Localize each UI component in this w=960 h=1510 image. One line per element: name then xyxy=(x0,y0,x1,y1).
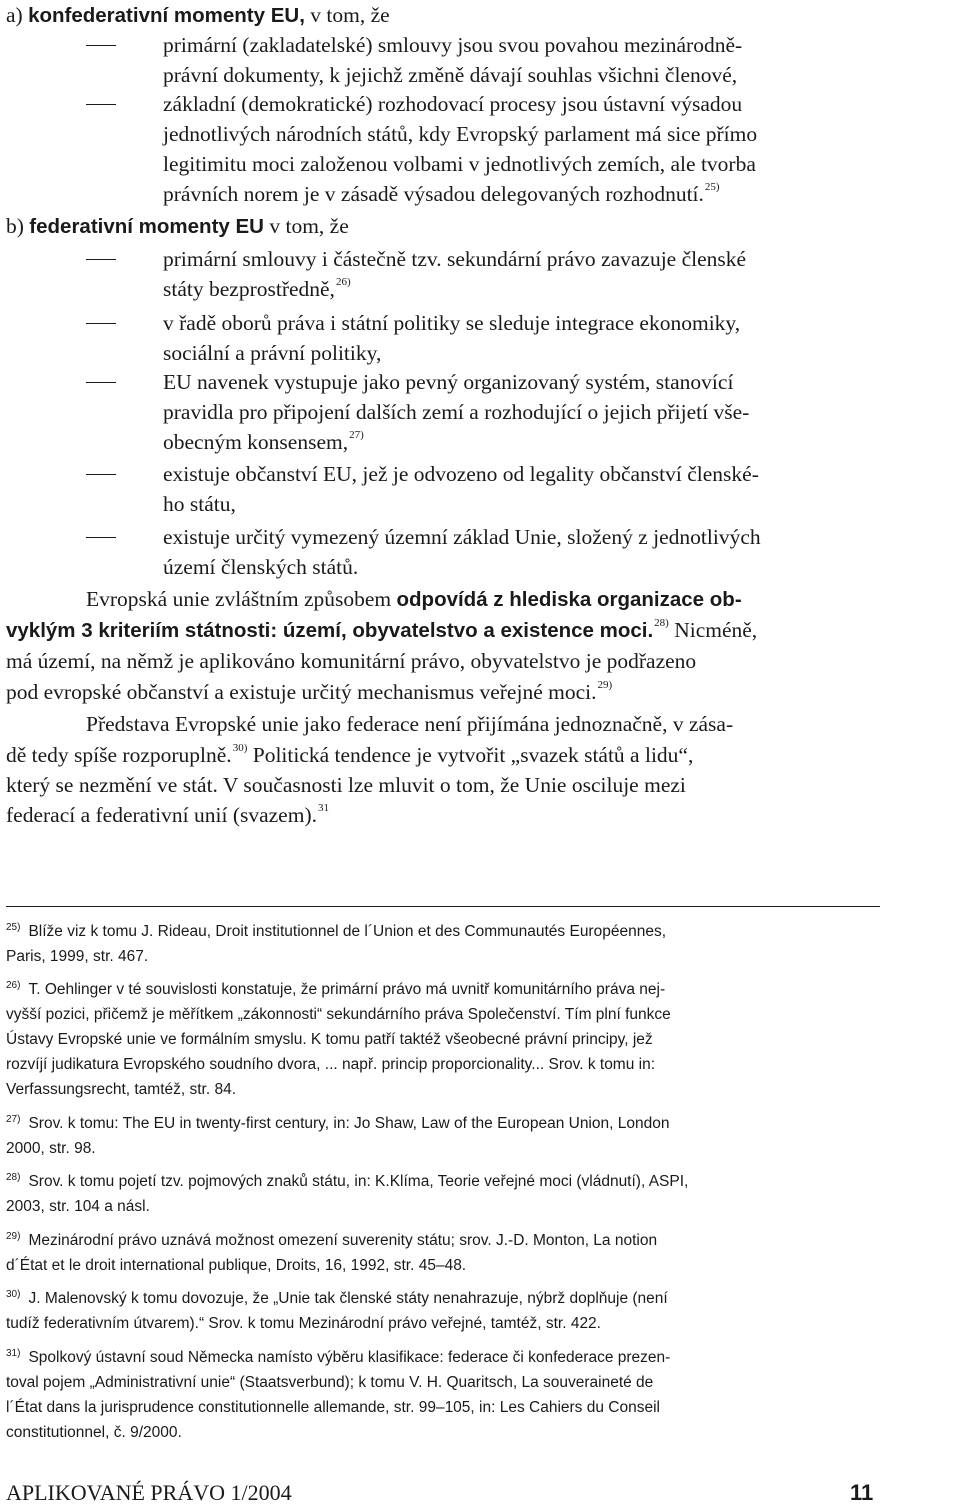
list-item-line: existuje určitý vymezený územní základ Unie, složený z jednotlivých xyxy=(163,525,761,549)
footnote-separator xyxy=(6,906,880,907)
list-item-line: právní dokumenty, k jejichž změně dávají souhlas všichni členové, xyxy=(163,63,738,87)
paragraph-line: který se nezmění ve stát. V současnosti lze mluvit o tom, že Unie osciluje mezi xyxy=(6,773,686,797)
list-item-line: sociální a právní politiky, xyxy=(163,341,382,365)
list-dash xyxy=(86,382,116,383)
footnote-line: Paris, 1999, str. 467. xyxy=(6,948,149,965)
paragraph-line: federací a federativní unií (svazem).$^{31}$ xyxy=(6,802,329,827)
footnote-number: 27) xyxy=(6,1114,21,1125)
list-dash xyxy=(86,323,116,324)
list-item-line: základní (demokratické) rozhodovací procesy jsou ústavní výsadou xyxy=(163,92,743,116)
footnote-line: $^{25)}$ Blíže viz k tomu J. Rideau, Droit institutionnel de l´Union et des Communautés Européennes, xyxy=(6,922,666,940)
paragraph-line: pod evropské občanství a existuje určitý mechanismus veřejné moci.$^{29)}$ xyxy=(6,679,613,704)
list-dash xyxy=(86,45,116,46)
footnote-line: d´État et le droit international publique, Droits, 16, 1992, str. 45–48. xyxy=(6,1257,467,1274)
section-a-title: konfederativní momenty EU, xyxy=(28,4,305,27)
footnote-line: tudíž federativním útvarem).“ Srov. k tomu Mezinárodní právo veřejné, tamtéž, str. 422. xyxy=(6,1315,601,1332)
footnote-line: $^{31)}$ Spolkový ústavní soud Německa namísto výběru klasifikace: federace či konfederace prezen- xyxy=(6,1348,671,1366)
list-item-line: pravidla pro připojení dalších zemí a rozhodující o jejich přijetí vše- xyxy=(163,400,750,424)
list-item-line: státy bezprostředně,$^{26)}$ xyxy=(163,276,351,301)
list-item-line: území členských států. xyxy=(163,555,359,579)
footnote-ref: 28) xyxy=(654,617,669,629)
footnote-ref: 25) xyxy=(704,181,720,193)
footnote-line: rozvíjí judikatura Evropského soudního dvora, ... např. princip proporcionality... Srov. k tomu in: xyxy=(6,1056,656,1073)
paragraph-line: dě tedy spíše rozporuplně.$^{30)}$ Politická tendence je vytvořit „svazek států a lidu“, xyxy=(6,742,694,767)
list-item-line: existuje občanství EU, jež je odvozeno od legality občanství členské- xyxy=(163,462,759,486)
footnote-line: constitutionnel, č. 9/2000. xyxy=(6,1424,182,1441)
footnote-ref: 30) xyxy=(232,742,248,754)
footnote-line: $^{30)}$ J. Malenovský k tomu dovozuje, že „Unie tak členské státy nenahrazuje, nýbrž doplňuje (není xyxy=(6,1289,668,1307)
footnote-number: 25) xyxy=(6,922,21,933)
footnote-ref: 26) xyxy=(335,276,351,288)
footnote-number: 30) xyxy=(6,1289,21,1300)
footnote-line: 2000, str. 98. xyxy=(6,1140,96,1157)
list-item-line: legitimitu moci založenou volbami v jednotlivých zemích, ale tvorba xyxy=(163,152,756,176)
footnote-number: 29) xyxy=(6,1231,21,1242)
list-dash xyxy=(86,259,116,260)
footnote-line: $^{28)}$ Srov. k tomu pojetí tzv. pojmových znaků státu, in: K.Klíma, Teorie veřejné moci (vládnutí), ASPI, xyxy=(6,1172,689,1190)
paragraph-line: Představa Evropské unie jako federace není přijímána jednoznačně, v zása- xyxy=(86,712,734,736)
list-item-line: ho státu, xyxy=(163,492,236,516)
footnote-number: 31) xyxy=(6,1348,21,1359)
section-b-heading: b) federativní momenty EU v tom, že xyxy=(6,214,349,238)
list-item-line: primární smlouvy i částečně tzv. sekundární právo zavazuje členské xyxy=(163,247,747,271)
list-item-line: EU navenek vystupuje jako pevný organizovaný systém, stanovící xyxy=(163,370,734,394)
footnote-ref: 27) xyxy=(349,429,364,441)
footnote-line: toval pojem „Administrativní unie“ (Staatsverbund); k tomu V. H. Quaritsch, La souveraineté de xyxy=(6,1374,654,1391)
page-number: 11 xyxy=(850,1480,874,1505)
footnote-ref: 29) xyxy=(597,679,613,691)
footnote-line: Ústavy Evropské unie ve formálním smyslu. K tomu patří taktéž všeobecné právní principy, jež xyxy=(6,1031,653,1048)
footnote-line: $^{29)}$ Mezinárodní právo uznává možnost omezení suverenity státu; srov. J.-D. Monton, La notion xyxy=(6,1231,658,1249)
footnote-line: l´État dans la jurisprudence constitutionnelle allemande, str. 99–105, in: Les Cahiers du Conseil xyxy=(6,1399,660,1416)
list-dash xyxy=(86,474,116,475)
footnote-line: Verfassungsrecht, tamtéž, str. 84. xyxy=(6,1081,237,1098)
list-dash xyxy=(86,537,116,538)
list-item-line: jednotlivých národních států, kdy Evropský parlament má sice přímo xyxy=(163,122,758,146)
list-dash xyxy=(86,104,116,105)
section-b-title: federativní momenty EU xyxy=(29,215,264,238)
footnote-line: vyšší pozici, přičemž je měřítkem „zákonnosti“ sekundárního práva Společenství. Tím plní funkce xyxy=(6,1006,671,1023)
emphasis-text: odpovídá z hlediska organizace ob- xyxy=(396,588,742,611)
list-item-line: právních norem je v zásadě výsadou delegovaných rozhodnutí.$^{25)}$ xyxy=(163,181,720,206)
emphasis-text: vyklým 3 kriteriím státnosti: území, obyvatelstvo a existence moci. xyxy=(6,619,654,642)
section-a-heading: a) konfederativní momenty EU, v tom, že xyxy=(6,3,390,27)
paragraph-line: má území, na němž je aplikováno komunitární právo, obyvatelstvo je podřazeno xyxy=(6,649,697,673)
list-item-line: v řadě oborů práva i státní politiky se sleduje integrace ekonomiky, xyxy=(163,311,741,335)
paragraph-line: Evropská unie zvláštním způsobem odpovídá z hlediska organizace ob- xyxy=(86,587,742,611)
list-item-line: primární (zakladatelské) smlouvy jsou svou povahou mezinárodně- xyxy=(163,33,743,57)
paragraph-line: vyklým 3 kriteriím státnosti: území, obyvatelstvo a existence moci.$^{28)}$ Nicméně, xyxy=(6,617,758,642)
footnote-number: 26) xyxy=(6,980,21,991)
footnote-ref: 31 xyxy=(317,802,329,814)
footnote-line: $^{27)}$ Srov. k tomu: The EU in twenty-first century, in: Jo Shaw, Law of the European Union, London xyxy=(6,1114,670,1132)
footnote-number: 28) xyxy=(6,1172,21,1183)
journal-name: APLIKOVANÉ PRÁVO 1/2004 xyxy=(6,1480,292,1505)
footnote-line: 2003, str. 104 a násl. xyxy=(6,1198,150,1215)
list-item-line: obecným konsensem,$^{27)}$ xyxy=(163,429,364,454)
footnote-line: $^{26)}$ T. Oehlinger v té souvislosti konstatuje, že primární právo má uvnitř komunitárního práva nej- xyxy=(6,980,666,998)
